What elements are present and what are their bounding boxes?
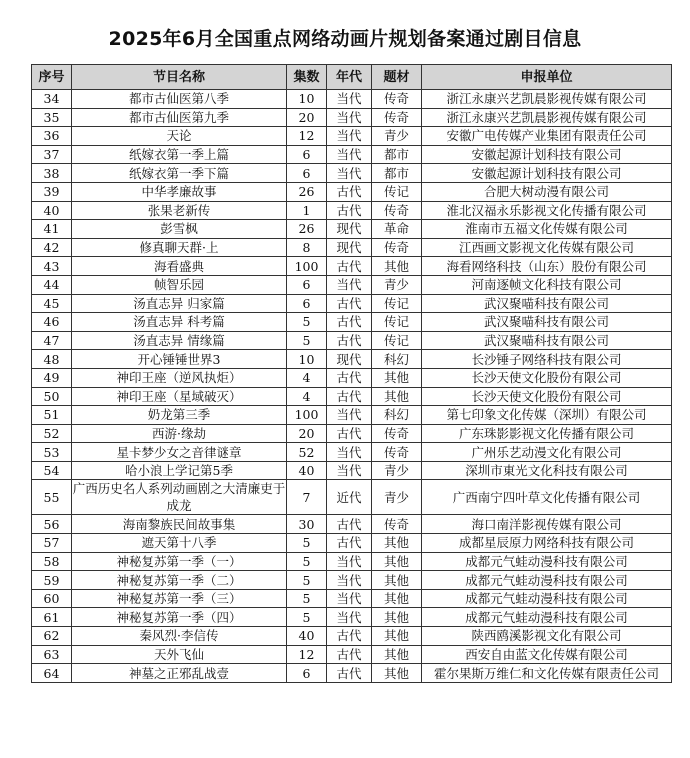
table-row (32, 664, 672, 683)
genre: 其他 (372, 368, 422, 387)
era: 古代 (327, 534, 372, 553)
table-row (32, 127, 672, 146)
program-name: 神秘复苏第一季（二） (72, 571, 287, 590)
program-name: 帧智乐园 (72, 275, 287, 294)
era: 当代 (327, 406, 372, 425)
era: 古代 (327, 313, 372, 332)
episode-count: 1 (287, 201, 327, 220)
applicant-unit: 淮北汉福永乐影视文化传播有限公司 (422, 201, 672, 220)
applicant-unit: 成都元气蛙动漫科技有限公司 (422, 589, 672, 608)
era: 现代 (327, 220, 372, 239)
genre: 传奇 (372, 515, 422, 534)
era: 古代 (327, 201, 372, 220)
program-name: 神印王座（星域破灭） (72, 387, 287, 406)
era: 古代 (327, 627, 372, 646)
applicant-unit: 淮南市五福文化传媒有限公司 (422, 220, 672, 239)
applicant-unit: 海看网络科技（山东）股份有限公司 (422, 257, 672, 276)
row-number: 44 (32, 275, 72, 294)
era: 当代 (327, 589, 372, 608)
applicant-unit: 广东珠影影视文化传播有限公司 (422, 424, 672, 443)
table-body (32, 90, 672, 683)
genre: 其他 (372, 645, 422, 664)
applicant-unit: 广西南宁四叶草文化传播有限公司 (422, 480, 672, 515)
episode-count: 7 (287, 480, 327, 515)
era: 当代 (327, 90, 372, 109)
genre: 传奇 (372, 90, 422, 109)
genre: 其他 (372, 608, 422, 627)
applicant-unit: 长沙天使文化股份有限公司 (422, 368, 672, 387)
episode-count: 12 (287, 127, 327, 146)
era: 当代 (327, 108, 372, 127)
genre: 传奇 (372, 108, 422, 127)
program-name: 汤直志异 归家篇 (72, 294, 287, 313)
program-name: 都市古仙医第八季 (72, 90, 287, 109)
row-number: 45 (32, 294, 72, 313)
episode-count: 5 (287, 608, 327, 627)
row-number: 57 (32, 534, 72, 553)
applicant-unit: 第七印象文化传媒（深圳）有限公司 (422, 406, 672, 425)
program-name: 张果老新传 (72, 201, 287, 220)
table-row (32, 515, 672, 534)
genre: 其他 (372, 571, 422, 590)
row-number: 63 (32, 645, 72, 664)
era: 当代 (327, 608, 372, 627)
episode-count: 10 (287, 350, 327, 369)
row-number: 53 (32, 443, 72, 462)
table-row (32, 424, 672, 443)
episode-count: 100 (287, 406, 327, 425)
table-row (32, 645, 672, 664)
row-number: 55 (32, 480, 72, 515)
genre: 传奇 (372, 424, 422, 443)
program-name: 广西历史名人系列动画剧之大清廉吏于成龙 (72, 481, 286, 514)
table-row (32, 145, 672, 164)
row-number: 40 (32, 201, 72, 220)
program-name: 汤直志异 科考篇 (72, 313, 287, 332)
genre: 都市 (372, 164, 422, 183)
genre: 其他 (372, 589, 422, 608)
row-number: 39 (32, 182, 72, 201)
episode-count: 6 (287, 164, 327, 183)
applicant-unit: 深圳市東光文化科技有限公司 (422, 461, 672, 480)
genre: 青少 (372, 480, 422, 515)
episode-count: 4 (287, 387, 327, 406)
table-row (32, 275, 672, 294)
era: 古代 (327, 331, 372, 350)
row-number: 37 (32, 145, 72, 164)
episode-count: 20 (287, 108, 327, 127)
table-row (32, 182, 672, 201)
table-row (32, 164, 672, 183)
episode-count: 40 (287, 627, 327, 646)
genre: 传奇 (372, 201, 422, 220)
genre: 青少 (372, 127, 422, 146)
episode-count: 8 (287, 238, 327, 257)
table-row (32, 589, 672, 608)
applicant-unit: 武汉聚喵科技有限公司 (422, 331, 672, 350)
program-name: 神秘复苏第一季（四） (72, 608, 287, 627)
applicant-unit: 江西画文影视文化传媒有限公司 (422, 238, 672, 257)
program-name: 汤直志异 情缘篇 (72, 331, 287, 350)
program-name: 神秘复苏第一季（三） (72, 589, 287, 608)
era: 当代 (327, 145, 372, 164)
program-name: 奶龙第三季 (72, 406, 287, 425)
era: 当代 (327, 164, 372, 183)
program-name: 天论 (72, 127, 287, 146)
genre: 其他 (372, 627, 422, 646)
episode-count: 5 (287, 571, 327, 590)
genre: 科幻 (372, 406, 422, 425)
applicant-unit: 海口南洋影视传媒有限公司 (422, 515, 672, 534)
episode-count: 52 (287, 443, 327, 462)
genre: 其他 (372, 257, 422, 276)
applicant-unit: 合肥大树动漫有限公司 (422, 182, 672, 201)
header-program-name: 节目名称 (72, 65, 287, 90)
table-row (32, 90, 672, 109)
applicant-unit: 安徽起源计划科技有限公司 (422, 145, 672, 164)
program-name: 神秘复苏第一季（一） (72, 552, 287, 571)
episode-count: 4 (287, 368, 327, 387)
table-row (32, 313, 672, 332)
genre: 传记 (372, 313, 422, 332)
program-name: 彭雪枫 (72, 220, 287, 239)
table-row (32, 220, 672, 239)
program-name: 星卡梦少女之音律谜章 (72, 443, 287, 462)
applicant-unit: 浙江永康兴艺凯晨影视传媒有限公司 (422, 90, 672, 109)
applicant-unit: 广州乐艺动漫文化有限公司 (422, 443, 672, 462)
genre: 传记 (372, 331, 422, 350)
table-row (32, 387, 672, 406)
row-number: 46 (32, 313, 72, 332)
genre: 其他 (372, 552, 422, 571)
era: 当代 (327, 571, 372, 590)
applicant-unit: 成都元气蛙动漫科技有限公司 (422, 552, 672, 571)
episode-count: 6 (287, 275, 327, 294)
program-name: 修真聊天群·上 (72, 238, 287, 257)
episode-count: 10 (287, 90, 327, 109)
episode-count: 40 (287, 461, 327, 480)
program-name: 海南黎族民间故事集 (72, 515, 287, 534)
episode-count: 5 (287, 534, 327, 553)
episode-count: 26 (287, 220, 327, 239)
era: 古代 (327, 182, 372, 201)
row-number: 64 (32, 664, 72, 683)
applicant-unit: 成都星辰原力网络科技有限公司 (422, 534, 672, 553)
program-name: 都市古仙医第九季 (72, 108, 287, 127)
episode-count: 12 (287, 645, 327, 664)
table-row (32, 350, 672, 369)
table-row (32, 294, 672, 313)
applicant-unit: 河南逐帧文化科技有限公司 (422, 275, 672, 294)
applicant-unit: 浙江永康兴艺凯晨影视传媒有限公司 (422, 108, 672, 127)
row-number: 59 (32, 571, 72, 590)
applicant-unit: 长沙锤子网络科技有限公司 (422, 350, 672, 369)
applicant-unit: 西安自由蓝文化传媒有限公司 (422, 645, 672, 664)
era: 当代 (327, 461, 372, 480)
program-name: 西游·缘劫 (72, 424, 287, 443)
program-name: 天外飞仙 (72, 645, 287, 664)
program-name: 遮天第十八季 (72, 534, 287, 553)
table-header-row (32, 65, 672, 90)
program-name: 开心锤锤世界3 (72, 350, 287, 369)
episode-count: 6 (287, 664, 327, 683)
row-number: 35 (32, 108, 72, 127)
episode-count: 6 (287, 294, 327, 313)
row-number: 42 (32, 238, 72, 257)
document-title: 2025年6月全国重点网络动画片规划备案通过剧目信息 (108, 28, 582, 50)
program-name: 神墓之正邪乱战壹 (72, 664, 287, 683)
table-row (32, 108, 672, 127)
episode-count: 5 (287, 313, 327, 332)
genre: 传记 (372, 294, 422, 313)
table-row (32, 257, 672, 276)
era: 现代 (327, 238, 372, 257)
program-name: 中华孝廉故事 (72, 182, 287, 201)
applicant-unit: 武汉聚喵科技有限公司 (422, 313, 672, 332)
header-genre: 题材 (372, 65, 422, 90)
table-row (32, 201, 672, 220)
genre: 革命 (372, 220, 422, 239)
era: 古代 (327, 257, 372, 276)
program-name: 纸嫁衣第一季上篇 (72, 145, 287, 164)
header-number: 序号 (32, 65, 72, 90)
era: 当代 (327, 443, 372, 462)
era: 古代 (327, 294, 372, 313)
program-name: 神印王座（逆风执炬） (72, 368, 287, 387)
table-row (32, 461, 672, 480)
row-number: 62 (32, 627, 72, 646)
episode-count: 5 (287, 552, 327, 571)
era: 古代 (327, 515, 372, 534)
table-row (32, 571, 672, 590)
genre: 传奇 (372, 443, 422, 462)
applicant-unit: 成都元气蛙动漫科技有限公司 (422, 608, 672, 627)
genre: 科幻 (372, 350, 422, 369)
applicant-unit: 安徽广电传媒产业集团有限责任公司 (422, 127, 672, 146)
header-episodes: 集数 (287, 65, 327, 90)
applicant-unit: 安徽起源计划科技有限公司 (422, 164, 672, 183)
table-row (32, 480, 672, 515)
row-number: 49 (32, 368, 72, 387)
header-applicant: 申报单位 (422, 65, 672, 90)
era: 当代 (327, 127, 372, 146)
program-name: 秦风烈·李信传 (72, 627, 287, 646)
row-number: 52 (32, 424, 72, 443)
applicant-unit: 成都元气蛙动漫科技有限公司 (422, 571, 672, 590)
genre: 其他 (372, 534, 422, 553)
header-era: 年代 (327, 65, 372, 90)
row-number: 54 (32, 461, 72, 480)
row-number: 58 (32, 552, 72, 571)
row-number: 60 (32, 589, 72, 608)
table-row (32, 443, 672, 462)
row-number: 43 (32, 257, 72, 276)
era: 古代 (327, 645, 372, 664)
era: 古代 (327, 387, 372, 406)
table-row (32, 608, 672, 627)
applicant-unit: 霍尔果斯万维仁和文化传媒有限责任公司 (422, 664, 672, 683)
genre: 青少 (372, 275, 422, 294)
applicant-unit: 陕西鸥溪影视文化有限公司 (422, 627, 672, 646)
table-row (32, 368, 672, 387)
program-name: 海看盛典 (72, 257, 287, 276)
table-row (32, 534, 672, 553)
drama-table (31, 64, 672, 683)
genre: 其他 (372, 387, 422, 406)
genre: 传记 (372, 182, 422, 201)
episode-count: 100 (287, 257, 327, 276)
row-number: 50 (32, 387, 72, 406)
episode-count: 20 (287, 424, 327, 443)
row-number: 56 (32, 515, 72, 534)
episode-count: 5 (287, 589, 327, 608)
episode-count: 30 (287, 515, 327, 534)
applicant-unit: 长沙天使文化股份有限公司 (422, 387, 672, 406)
era: 古代 (327, 664, 372, 683)
episode-count: 26 (287, 182, 327, 201)
genre: 其他 (372, 664, 422, 683)
row-number: 36 (32, 127, 72, 146)
table-row (32, 238, 672, 257)
era: 近代 (327, 480, 372, 515)
table-row (32, 331, 672, 350)
row-number: 48 (32, 350, 72, 369)
era: 古代 (327, 368, 372, 387)
row-number: 47 (32, 331, 72, 350)
row-number: 51 (32, 406, 72, 425)
program-name: 纸嫁衣第一季下篇 (72, 164, 287, 183)
episode-count: 6 (287, 145, 327, 164)
era: 当代 (327, 552, 372, 571)
table-row (32, 627, 672, 646)
applicant-unit: 武汉聚喵科技有限公司 (422, 294, 672, 313)
era: 当代 (327, 275, 372, 294)
era: 古代 (327, 424, 372, 443)
table-row (32, 406, 672, 425)
row-number: 61 (32, 608, 72, 627)
row-number: 38 (32, 164, 72, 183)
genre: 传奇 (372, 238, 422, 257)
episode-count: 5 (287, 331, 327, 350)
era: 现代 (327, 350, 372, 369)
table-row (32, 552, 672, 571)
row-number: 41 (32, 220, 72, 239)
genre: 青少 (372, 461, 422, 480)
program-name: 哈小浪上学记第5季 (72, 461, 287, 480)
genre: 都市 (372, 145, 422, 164)
row-number: 34 (32, 90, 72, 109)
